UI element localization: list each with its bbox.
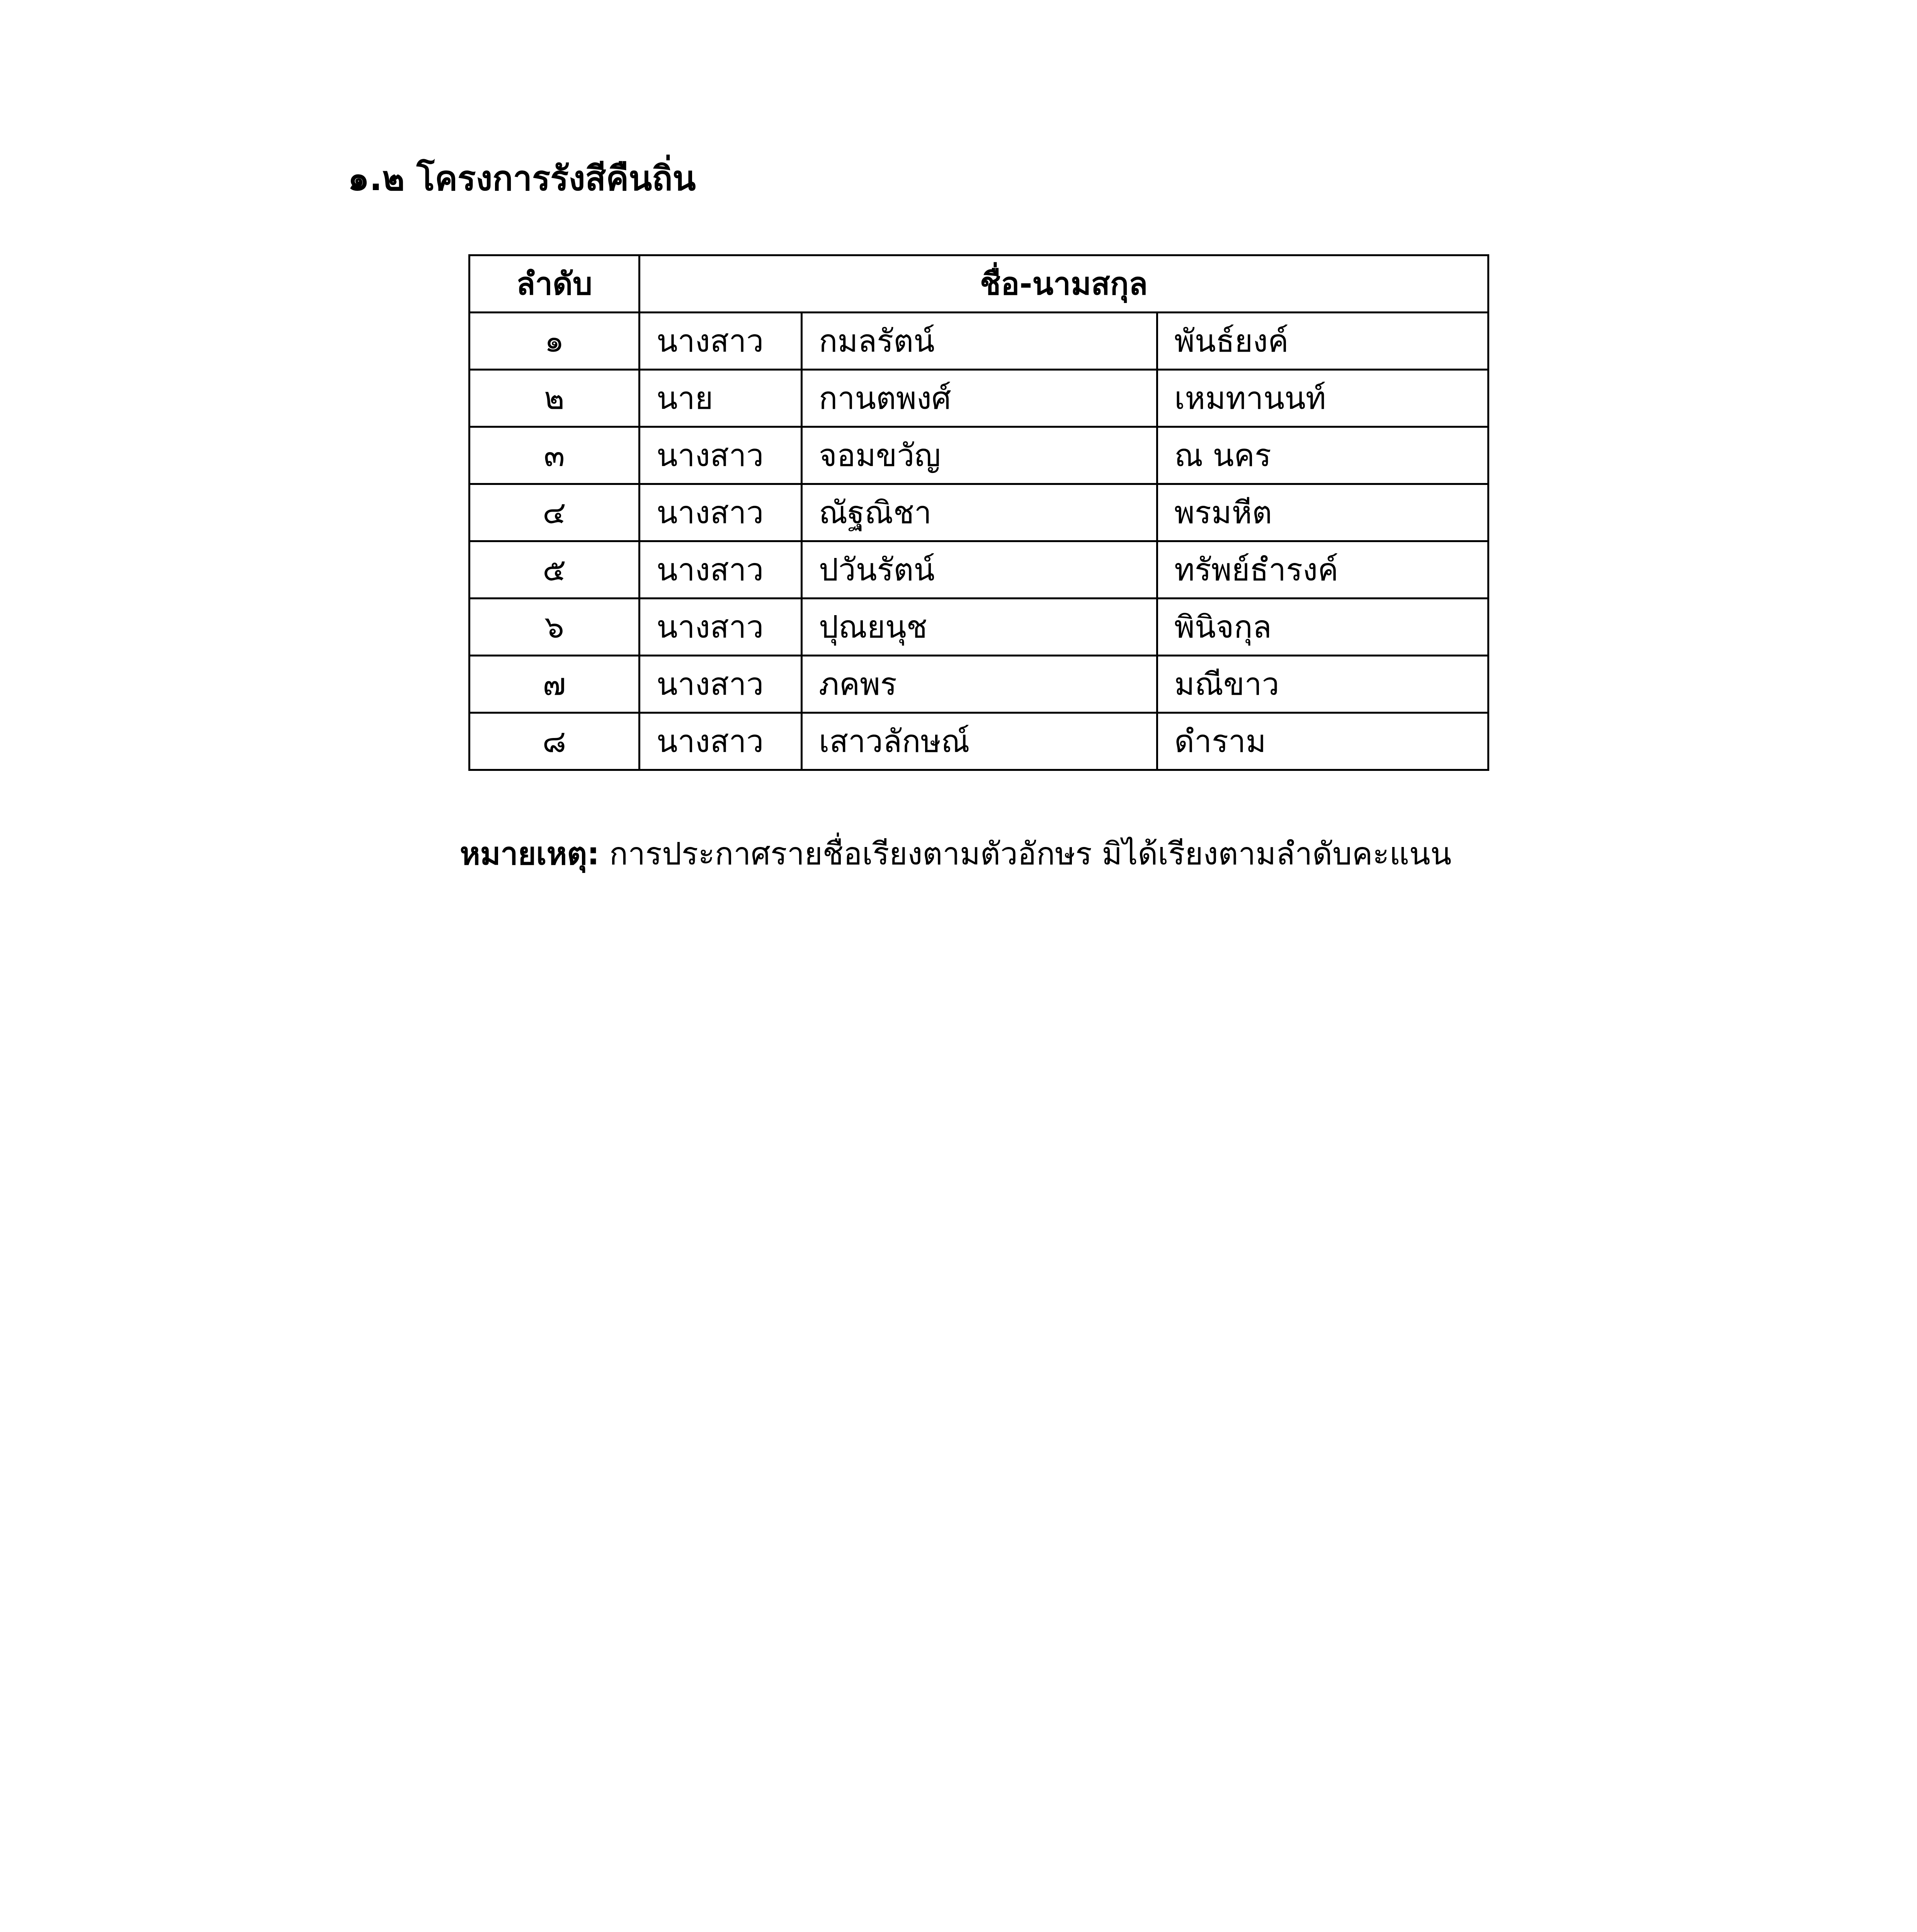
row-last-name: ณ นคร <box>1157 427 1488 484</box>
row-first-name: เสาวลักษณ์ <box>802 713 1157 770</box>
row-number: ๓ <box>469 427 640 484</box>
row-title: นางสาว <box>640 427 802 484</box>
row-number: ๕ <box>469 541 640 599</box>
name-list-table <box>468 254 1489 771</box>
row-first-name: กานตพงศ์ <box>802 370 1157 427</box>
row-title: นางสาว <box>640 656 802 713</box>
row-number: ๖ <box>469 599 640 656</box>
row-last-name: ทรัพย์ธำรงค์ <box>1157 541 1488 599</box>
row-last-name: เหมทานนท์ <box>1157 370 1488 427</box>
row-number: ๗ <box>469 656 640 713</box>
row-title: นางสาว <box>640 541 802 599</box>
row-first-name: ณัฐณิชา <box>802 484 1157 541</box>
table-row <box>469 656 1488 713</box>
row-last-name: ดำราม <box>1157 713 1488 770</box>
remark-text: การประกาศรายชื่อเรียงตามตัวอักษร มิได้เรียงตามลำดับคะแนน <box>609 836 1452 872</box>
table-row <box>469 541 1488 599</box>
row-number: ๑ <box>469 313 640 370</box>
table-row <box>469 313 1488 370</box>
table-row <box>469 370 1488 427</box>
header-order: ลำดับ <box>469 255 640 313</box>
section-title: ๑.๒ โครงการรังสีคืนถิ่น <box>348 158 696 198</box>
remark-label: หมายเหตุ: <box>460 836 600 872</box>
table-row <box>469 427 1488 484</box>
row-number: ๘ <box>469 713 640 770</box>
table-header-row <box>469 255 1488 313</box>
row-first-name: จอมขวัญ <box>802 427 1157 484</box>
row-last-name: มณีขาว <box>1157 656 1488 713</box>
row-number: ๒ <box>469 370 640 427</box>
row-number: ๔ <box>469 484 640 541</box>
header-full-name: ชื่อ-นามสกุล <box>640 255 1488 313</box>
table-row <box>469 713 1488 770</box>
row-last-name: พันธ์ยงค์ <box>1157 313 1488 370</box>
row-first-name: กมลรัตน์ <box>802 313 1157 370</box>
row-last-name: พรมหีต <box>1157 484 1488 541</box>
row-title: นางสาว <box>640 599 802 656</box>
row-first-name: ปุณยนุช <box>802 599 1157 656</box>
row-title: นางสาว <box>640 313 802 370</box>
row-first-name: ปวันรัตน์ <box>802 541 1157 599</box>
row-first-name: ภคพร <box>802 656 1157 713</box>
row-title: นางสาว <box>640 484 802 541</box>
remark-note <box>460 836 1452 872</box>
table-row <box>469 484 1488 541</box>
row-title: นางสาว <box>640 713 802 770</box>
row-last-name: พินิจกุล <box>1157 599 1488 656</box>
table-row <box>469 599 1488 656</box>
row-title: นาย <box>640 370 802 427</box>
